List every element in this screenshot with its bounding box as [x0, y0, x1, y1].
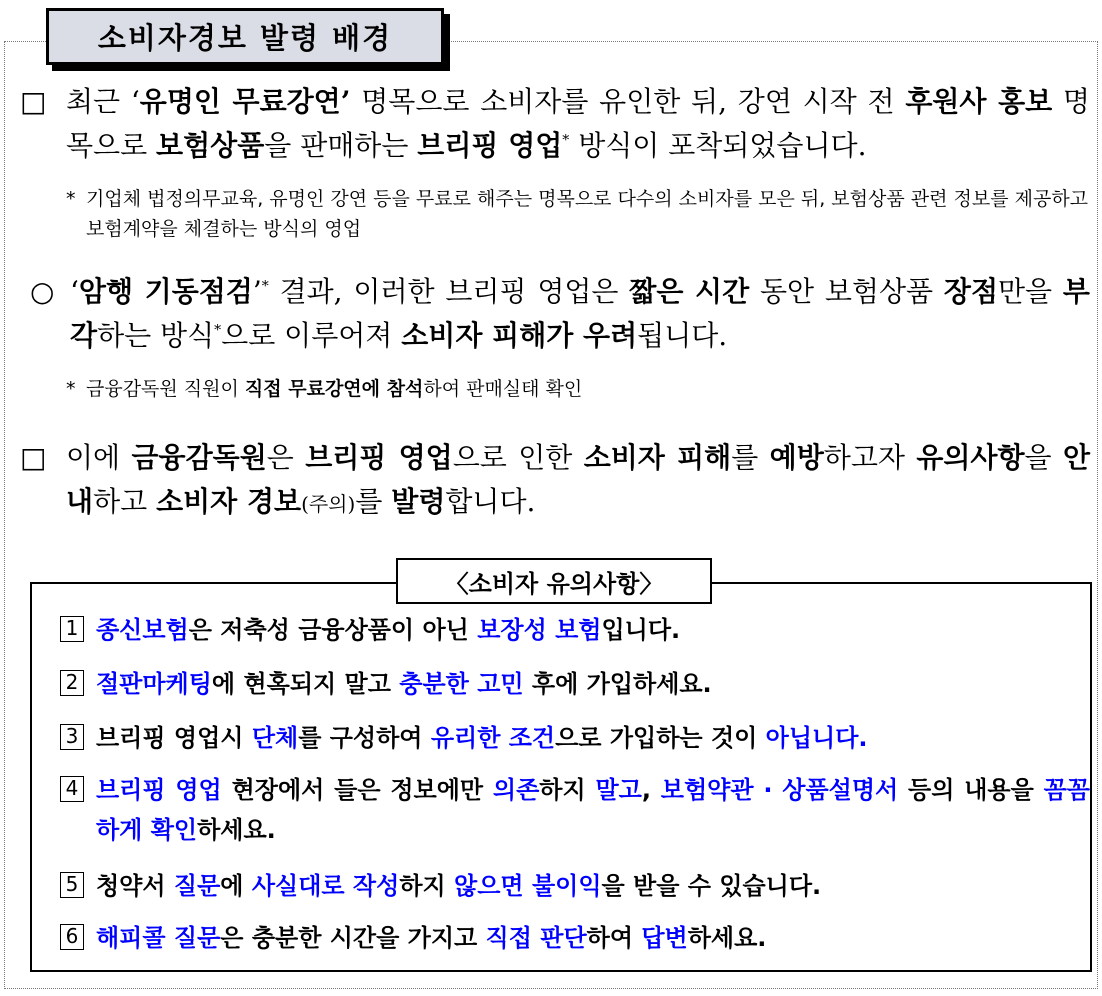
highlight-text: 질문 — [173, 872, 221, 900]
item-number-box: 2 — [60, 670, 84, 696]
item-text-part: 를 구성하여 — [298, 724, 431, 752]
item-text-part: 등의 내용을 — [898, 776, 1044, 804]
item-text-part: 에 — [220, 872, 252, 900]
footnote-text: 기업체 법정의무교육, 유명인 강연 등을 무료로 해주는 명목으로 다수의 소비자를 모은 뒤, 보험상품 관련 정보를 제공하고 보험계약을 체결하는 방식의 영업 — [86, 188, 1089, 240]
item-text — [96, 770, 1090, 850]
asterisk-marker: * — [66, 378, 76, 400]
item-text-part: 브리핑 영업시 — [96, 724, 252, 752]
highlight-text: 보장성 보험 — [477, 616, 602, 644]
paragraph-text: 최근 ‘유명인 무료강연’ 명목으로 소비자를 유인한 뒤, 강연 시작 전 후원사 홍보 명목으로 보험상품을 판매하는 브리핑 영업* 방식이 포착되었습니다. — [66, 85, 1090, 162]
square-bullet-icon: □ — [20, 441, 47, 474]
item-text — [96, 918, 1090, 958]
notice-item — [60, 918, 1090, 958]
highlight-text: 절판마케팅 — [96, 670, 212, 698]
item-text-part: 하지 — [399, 872, 455, 900]
item-text-part: 입니다. — [601, 616, 681, 644]
notice-item — [60, 866, 1090, 906]
paragraph-text: ‘암행 기동점검’* 결과, 이러한 브리핑 영업은 짧은 시간 동안 보험상품 장점만을 부각하는 방식*으로 이루어져 소비자 피해가 우려됩니다. — [70, 275, 1090, 352]
notice-item — [60, 664, 1090, 704]
notice-box-title: 〈소비자 유의사항〉 — [396, 558, 712, 604]
square-bullet-icon: □ — [20, 85, 47, 118]
highlight-text: 꼼꼼하게 확인 — [96, 776, 1090, 844]
background-paragraph-2 — [20, 270, 1090, 358]
highlight-text: 않으면 불이익 — [454, 872, 602, 900]
item-text-part: 청약서 — [96, 872, 174, 900]
item-text-part: 을 받을 수 있습니다. — [601, 872, 822, 900]
item-text — [96, 664, 1090, 704]
item-text — [96, 610, 1090, 650]
highlight-text: 직접 판단 — [485, 924, 587, 952]
page-title: 소비자경보 발령 배경 — [46, 8, 444, 65]
highlight-text: 브리핑 영업 — [96, 776, 222, 804]
item-text-part: 으로 가입하는 것이 — [555, 724, 766, 752]
item-text-part: 현장에서 들은 정보에만 — [221, 776, 493, 804]
highlight-text: 보험약관 · 상품설명서 — [660, 776, 899, 804]
notice-item — [60, 770, 1090, 850]
background-paragraph-1 — [20, 80, 1090, 168]
highlight-text: 해피콜 질문 — [96, 924, 221, 952]
item-text-part: 은 충분한 시간을 가지고 — [220, 924, 486, 952]
circle-bullet-icon: ○ — [30, 275, 55, 308]
highlight-text: 충분한 고민 — [399, 670, 524, 698]
asterisk-marker: * — [66, 188, 76, 210]
item-number-box: 5 — [60, 872, 84, 898]
item-number-box: 3 — [60, 724, 84, 750]
background-paragraph-3 — [20, 436, 1090, 526]
footnote-2 — [66, 374, 1090, 404]
footnote-1 — [66, 184, 1090, 244]
item-number-box: 6 — [60, 924, 84, 950]
highlight-text: 아닙니다. — [765, 724, 868, 752]
highlight-text: 답변 — [641, 924, 688, 952]
item-text-part: 하지 — [539, 776, 596, 804]
item-text-part: 하세요. — [687, 924, 767, 952]
highlight-text: 말고 — [595, 776, 642, 804]
item-text — [96, 866, 1090, 906]
item-text-part: 하세요. — [197, 816, 276, 844]
paragraph-text: 이에 금융감독원은 브리핑 영업으로 인한 소비자 피해를 예방하고자 유의사항을 안내하고 소비자 경보(주의)를 발령합니다. — [66, 441, 1091, 518]
notice-item — [60, 610, 1090, 650]
highlight-text: 종신보험 — [96, 616, 189, 644]
notice-item — [60, 718, 1090, 758]
item-number-box: 4 — [60, 776, 84, 802]
item-number-box: 1 — [60, 616, 84, 642]
item-text-part: 은 저축성 금융상품이 아닌 — [188, 616, 478, 644]
item-text-part: 하여 — [586, 924, 642, 952]
item-text — [96, 718, 1090, 758]
item-text-part: 후에 가입하세요. — [523, 670, 712, 698]
highlight-text: 유리한 조건 — [430, 724, 556, 752]
footnote-text: 금융감독원 직원이 직접 무료강연에 참석하여 판매실태 확인 — [86, 378, 583, 400]
item-text-part: , — [641, 776, 661, 804]
highlight-text: 단체 — [251, 724, 299, 752]
item-text-part: 에 현혹되지 말고 — [211, 670, 400, 698]
highlight-text: 사실대로 작성 — [251, 872, 400, 900]
highlight-text: 의존 — [492, 776, 540, 804]
